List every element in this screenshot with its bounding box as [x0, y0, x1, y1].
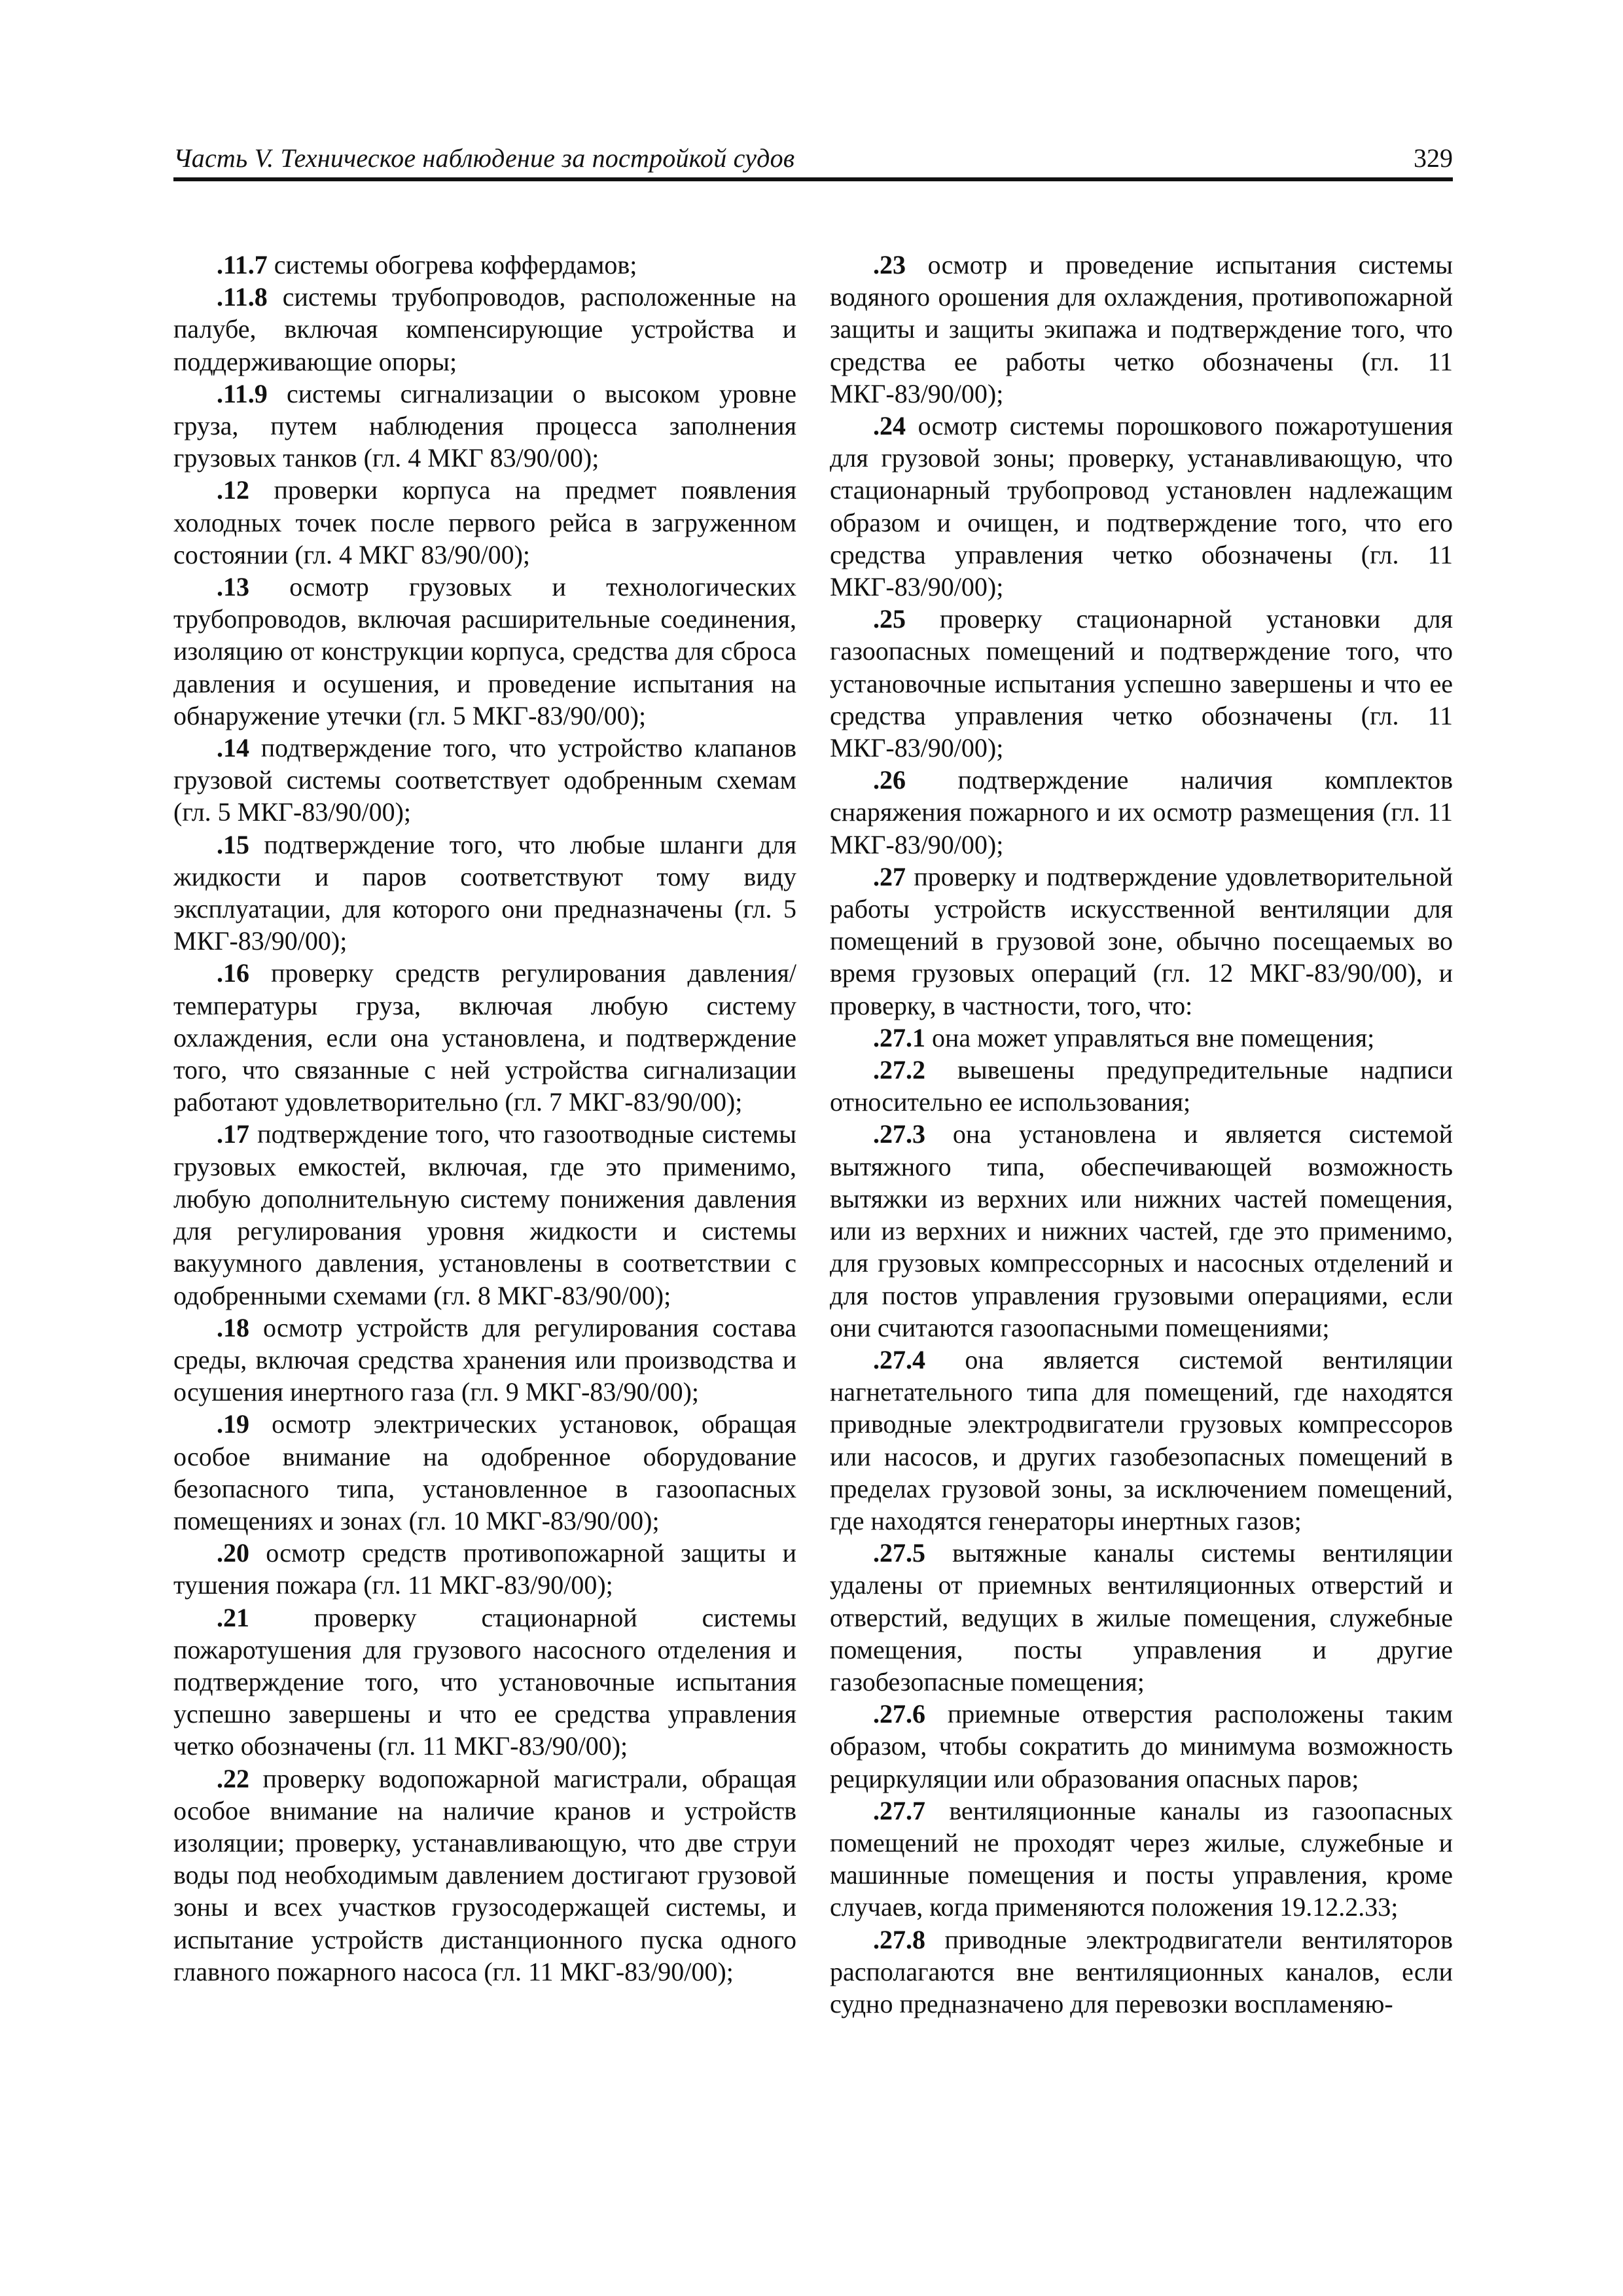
paragraph: .20 осмотр средств противопожарной защиты и тушения пожара (гл. 11 МКГ-83/90/00); [173, 1538, 796, 1600]
paragraph: .21 проверку стационарной системы пожаротушения для грузового насосного отделения и подтверждение того, что установочные испытания успешно завершены и что ее средства управления четко обозначены (гл. 11 МКГ-83/90/00); [173, 1602, 796, 1761]
paragraph: .27.3 она установлена и является системой вытяжного типа, обеспечивающей возможность вытяжки из верхних или нижних частей помещения, или из верхних и нижних частей, где это применимо, для грузовых компрессорных и насосных отделений и для постов управления грузовыми операциями, если они считаются газоопасными помещениями; [830, 1119, 1453, 1342]
paragraph: .22 проверку водопожарной магистрали, обращая особое внимание на наличие кранов и устройств изоляции; проверку, устанавливающую, что две струи воды под необходимым давлением достигают грузовой зоны и всех участков грузосодержащей системы, и испытание устройств дистанционного пуска одного главного пожарного насоса (гл. 11 МКГ-83/90/00); [173, 1763, 796, 1986]
paragraph: .27.4 она является системой вентиляции нагнетательного типа для помещений, где находятся приводные электродвигатели грузовых компрессоров или насосов, и других газобезопасных помещений в пределах грузовой зоны, за исключением помещений, где находятся генераторы инертных газов; [830, 1344, 1453, 1535]
paragraph: .13 осмотр грузовых и технологических трубопроводов, включая расширительные соединения, изоляцию от конструкции корпуса, средства для сброса давления и осушения, и проведение испытания на обнаружение утечки (гл. 5 МКГ-83/90/00); [173, 572, 796, 730]
paragraph: .23 осмотр и проведение испытания системы водяного орошения для охлаждения, противопожарной защиты и защиты экипажа и подтверждение того, что средства ее работы четко обозначены (гл. 11 МКГ-83/90/00); [830, 250, 1453, 408]
page-number: 329 [1414, 143, 1453, 173]
paragraph: .14 подтверждение того, что устройство клапанов грузовой системы соответствует одобренным схемам (гл. 5 МКГ-83/90/00); [173, 733, 796, 827]
paragraph: .25 проверку стационарной установки для газоопасных помещений и подтверждение того, что установочные испытания успешно завершены и что ее средства управления четко обозначены (гл. 11 МКГ-83/90/00); [830, 604, 1453, 763]
paragraph: .27.8 приводные электродвигатели вентиляторов располагаются вне вентиляционных каналов, если судно предназначено для перевозки воспламеняю- [830, 1924, 1453, 2018]
paragraph: .16 проверку средств регулирования давления/температуры груза, включая любую систему охлаждения, если она установлена, и подтверждение того, что связанные с ней устройства сигнализации работают удовлетворительно (гл. 7 МКГ-83/90/00); [173, 958, 796, 1117]
paragraph: .11.7 системы обогрева коффердамов; [217, 250, 637, 279]
paragraph: .15 подтверждение того, что любые шланги для жидкости и паров соответствуют тому виду эксплуатации, для которого они предназначены (гл. 5 МКГ-83/90/00); [173, 829, 796, 956]
paragraph: .26 подтверждение наличия комплектов снаряжения пожарного и их осмотр размещения (гл. 11 МКГ-83/90/00); [830, 765, 1453, 859]
right-column [830, 249, 1453, 2020]
paragraph: .27.1 она может управляться вне помещения; [873, 1022, 1375, 1052]
paragraph: .24 осмотр системы порошкового пожаротушения для грузовой зоны; проверку, устанавливающую, что стационарный трубопровод установлен надлежащим образом и очищен, и подтверждение того, что его средства управления четко обозначены (гл. 11 МКГ-83/90/00); [830, 411, 1453, 602]
running-header [173, 139, 1453, 181]
paragraph: .11.9 системы сигнализации о высоком уровне груза, путем наблюдения процесса заполнения грузовых танков (гл. 4 МКГ 83/90/00); [173, 378, 796, 473]
left-column [173, 249, 796, 1988]
paragraph: .27.2 вывешены предупредительные надписи относительно ее использования; [830, 1055, 1453, 1117]
paragraph: .27.6 приемные отверстия расположены таким образом, чтобы сократить до минимума возможность рециркуляции или образования опасных паров; [830, 1699, 1453, 1793]
paragraph: .17 подтверждение того, что газоотводные системы грузовых емкостей, включая, где это применимо, любую дополнительную систему понижения давления для регулирования уровня жидкости и системы вакуумного давления, установлены в соответствии с одобренными схемами (гл. 8 МКГ-83/90/00); [173, 1119, 796, 1310]
paragraph: .18 осмотр устройств для регулирования состава среды, включая средства хранения или производства и осушения инертного газа (гл. 9 МКГ-83/90/00); [173, 1312, 796, 1407]
header-title: Часть V. Техническое наблюдение за постройкой судов [173, 143, 795, 173]
paragraph: .12 проверки корпуса на предмет появления холодных точек после первого рейса в загруженном состоянии (гл. 4 МКГ 83/90/00); [173, 475, 796, 569]
paragraph: .27 проверку и подтверждение удовлетворительной работы устройств искусственной вентиляции для помещений в грузовой зоне, обычно посещаемых во время грузовых операций (гл. 12 МКГ-83/90/00), и проверку, в частности, того, что: [830, 861, 1453, 1020]
paragraph: .27.5 вытяжные каналы системы вентиляции удалены от приемных вентиляционных отверстий и отверстий, ведущих в жилые помещения, служебные помещения, посты управления и другие газобезопасные помещения; [830, 1538, 1453, 1696]
paragraph: .11.8 системы трубопроводов, расположенные на палубе, включая компенсирующие устройства и поддерживающие опоры; [173, 282, 796, 376]
paragraph: .27.7 вентиляционные каналы из газоопасных помещений не проходят через жилые, служебные и машинные помещения и посты управления, кроме случаев, когда применяются положения 19.12.2.33; [830, 1795, 1453, 1922]
paragraph: .19 осмотр электрических установок, обращая особое внимание на одобренное оборудование безопасного типа, установленное в газоопасных помещениях и зонах (гл. 10 МКГ-83/90/00); [173, 1409, 796, 1535]
